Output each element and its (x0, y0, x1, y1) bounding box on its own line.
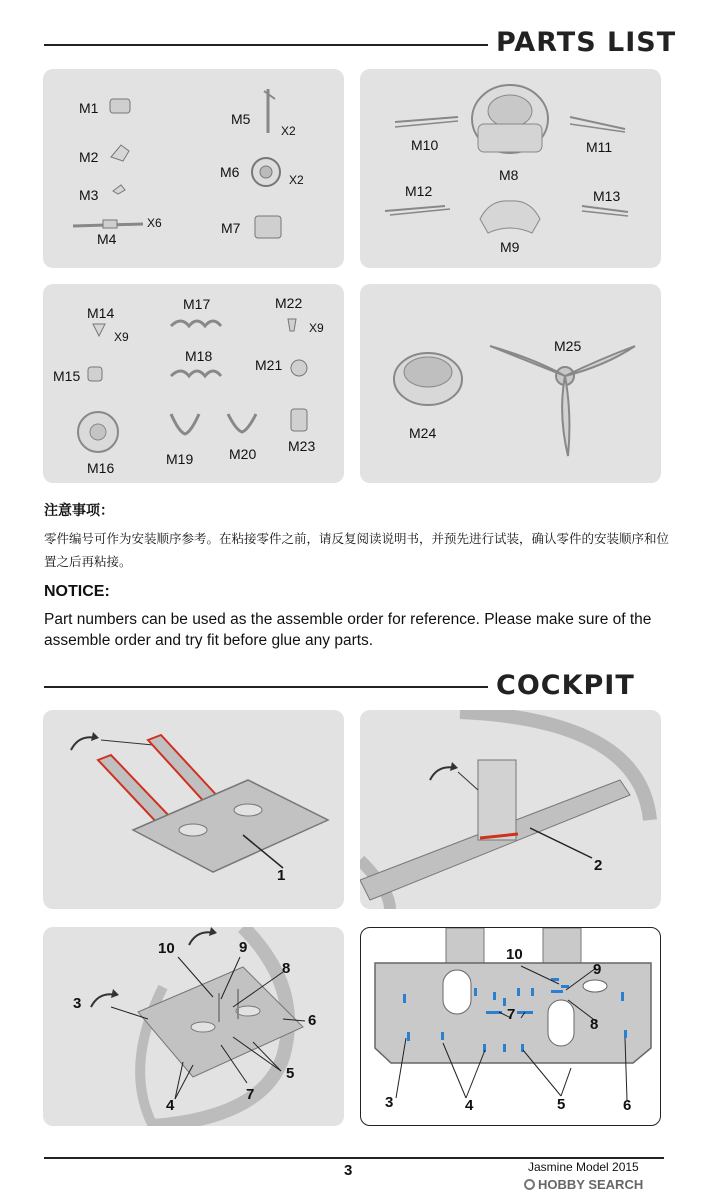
part-label-m22: M22 (275, 295, 303, 311)
step-4-callout-4: 4 (465, 1097, 474, 1114)
cockpit-step-3-illustration (43, 927, 344, 1126)
cockpit-step-2-panel (360, 710, 661, 909)
part-label-m8: M8 (499, 167, 519, 183)
parts-list-rule (44, 44, 488, 46)
part-label-m7: M7 (221, 220, 241, 236)
parts-panel-1 (43, 69, 344, 268)
step-4-callout-5: 5 (557, 1096, 566, 1113)
part-label-m4: M4 (97, 231, 117, 247)
notice-en-title: NOTICE: (44, 583, 110, 600)
part-label-m11: M11 (586, 139, 613, 155)
step-4-callout-8: 8 (590, 1016, 599, 1033)
step-3-callout-4: 4 (166, 1097, 175, 1114)
notice-cn-title: 注意事项： (44, 503, 114, 519)
step-4-callout-10: 10 (506, 946, 523, 963)
parts-panel-3 (43, 284, 344, 483)
step-3-callout-10: 10 (158, 940, 175, 957)
part-label-m15: M15 (53, 368, 81, 384)
parts-panel-4 (360, 284, 661, 483)
footer-rule (44, 1157, 664, 1159)
cockpit-step-2-illustration (360, 710, 661, 909)
cockpit-step-1-panel (43, 710, 344, 909)
footer-brand: Jasmine Model 2015 (528, 1160, 639, 1174)
part-label-m20: M20 (229, 446, 257, 462)
hobby-search-logo-icon (524, 1179, 535, 1190)
part-label-m12: M12 (405, 183, 433, 199)
page-number: 3 (344, 1162, 353, 1179)
parts-panel-2 (360, 69, 661, 268)
step-3-callout-9: 9 (239, 939, 248, 956)
part-label-m5: M5 (231, 111, 251, 127)
part-qty-m14: X9 (114, 330, 129, 344)
part-label-m14: M14 (87, 305, 115, 321)
step-3-callout-8: 8 (282, 960, 291, 977)
part-qty-m4: X6 (147, 216, 162, 230)
notice-cn-body: 零件编号可作为安装顺序参考。在粘接零件之前，请反复阅读说明书，并预先进行试装，确认零件的安装顺序和位置之后再粘接。 (44, 531, 670, 569)
watermark-text: HOBBY SEARCH (538, 1177, 644, 1192)
step-3-callout-7: 7 (246, 1086, 255, 1103)
part-label-m25: M25 (554, 338, 582, 354)
part-label-m19: M19 (166, 451, 194, 467)
part-label-m23: M23 (288, 438, 316, 454)
step-3-callout-3: 3 (73, 995, 82, 1012)
step-3-callout-6: 6 (308, 1012, 317, 1029)
part-label-m18: M18 (185, 348, 213, 364)
step-4-callout-7: 7 (507, 1006, 516, 1023)
cockpit-step-1-illustration (43, 710, 344, 909)
step-3-callout-5: 5 (286, 1065, 295, 1082)
part-qty-m22: X9 (309, 321, 324, 335)
part-label-m13: M13 (593, 188, 621, 204)
step-4-callout-6: 6 (623, 1097, 632, 1114)
part-label-m1: M1 (79, 100, 99, 116)
parts-panel-1-illustration (43, 69, 344, 268)
watermark (524, 1177, 643, 1192)
part-label-m24: M24 (409, 425, 437, 441)
part-qty-m6: X2 (289, 173, 304, 187)
cockpit-step-4-panel (360, 927, 661, 1126)
step-4-callout-9: 9 (593, 961, 602, 978)
part-qty-m5: X2 (281, 124, 296, 138)
part-label-m6: M6 (220, 164, 240, 180)
part-label-m10: M10 (411, 137, 439, 153)
part-label-m3: M3 (79, 187, 99, 203)
notice-en-body: Part numbers can be used as the assemble order for reference. Please make sure of the assemble order and try fit before glue any parts. (44, 611, 652, 649)
part-label-m2: M2 (79, 149, 99, 165)
part-label-m16: M16 (87, 460, 115, 476)
part-label-m9: M9 (500, 239, 520, 255)
step-4-callout-3: 3 (385, 1094, 394, 1111)
part-label-m17: M17 (183, 296, 211, 312)
cockpit-title: COCKPIT (496, 670, 635, 701)
parts-list-title: PARTS LIST (496, 27, 677, 58)
step-label-1: 1 (277, 867, 286, 884)
step-label-2: 2 (594, 857, 603, 874)
part-label-m21: M21 (255, 357, 283, 373)
cockpit-step-3-panel (43, 927, 344, 1126)
cockpit-rule (44, 686, 488, 688)
parts-panel-4-illustration (360, 284, 661, 483)
